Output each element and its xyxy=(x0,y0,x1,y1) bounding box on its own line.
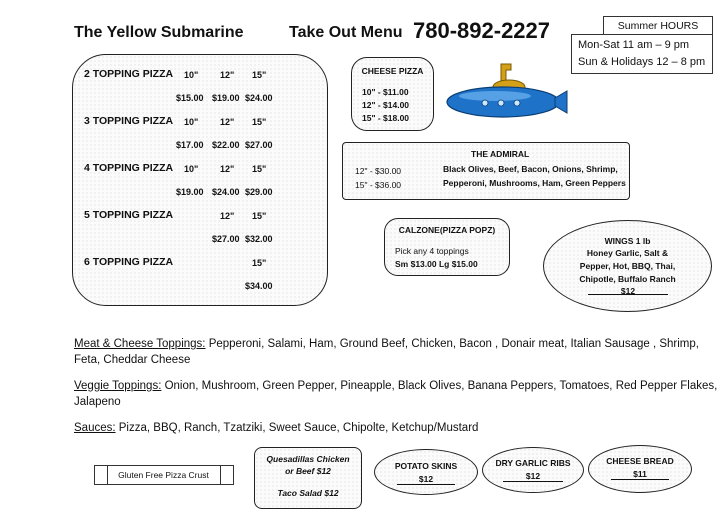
wings-flavours-3: Chipotle, Buffalo Ranch xyxy=(579,274,676,284)
size-15: 15" xyxy=(252,258,267,268)
wings-title: WINGS 1 lb xyxy=(604,236,651,246)
wings-flavours-1: Honey Garlic, Salt & xyxy=(586,248,669,258)
calzone-box xyxy=(384,218,510,276)
price-10: $19.00 xyxy=(176,187,204,197)
pizza-5-topping: 5 TOPPING PIZZA xyxy=(84,209,174,221)
gluten-free-label: Gluten Free Pizza Crust xyxy=(118,470,209,480)
admiral-desc-2: Pepperoni, Mushrooms, Ham, Green Peppers xyxy=(443,178,626,188)
size-15: 15" xyxy=(252,211,267,221)
cheese-pizza-box xyxy=(351,57,434,131)
wings-price: $12 xyxy=(620,286,636,296)
price-15: $27.00 xyxy=(245,140,273,150)
cheese-bread-price: $11 xyxy=(611,469,669,480)
potato-skins-oval xyxy=(374,449,478,495)
hours-box xyxy=(571,34,713,74)
garlic-ribs-oval xyxy=(482,447,584,493)
cheese-10: 10" - $11.00 xyxy=(362,87,409,97)
size-10: 10" xyxy=(184,164,199,174)
restaurant-name: The Yellow Submarine xyxy=(74,24,244,41)
cheese-12: 12" - $14.00 xyxy=(362,100,410,110)
calzone-title: CALZONE(PIZZA POPZ) xyxy=(398,225,496,235)
potato-skins-price: $12 xyxy=(397,474,455,485)
wings-flavours-2: Pepper, Hot, BBQ, Thai, xyxy=(579,261,676,271)
meat-toppings-list: Pepperoni, Salami, Ham, Ground Beef, Chicken, Bacon , Donair meat, Italian Sausage , Shrimp, xyxy=(208,338,699,350)
price-12: $19.00 xyxy=(212,93,240,103)
pizza-6-topping: 6 TOPPING PIZZA xyxy=(84,256,174,268)
quesadillas-line-1: Quesadillas Chicken xyxy=(266,454,350,464)
admiral-desc-1: Black Olives, Beef, Bacon, Onions, Shrimp, xyxy=(443,164,618,174)
menu-title: Take Out Menu xyxy=(289,24,403,41)
veggie-toppings-label: Veggie Toppings: xyxy=(74,380,162,392)
phone-number[interactable]: 780-892-2227 xyxy=(413,18,551,43)
size-15: 15" xyxy=(252,117,267,127)
taco-salad: Taco Salad $12 xyxy=(277,488,339,498)
meat-toppings-line-1 xyxy=(74,338,699,350)
price-15: $24.00 xyxy=(245,93,273,103)
pizza-4-topping: 4 TOPPING PIZZA xyxy=(84,162,174,174)
quesadillas-line-2: or Beef $12 xyxy=(285,466,331,476)
sauces-list: Pizza, BBQ, Ranch, Tzatziki, Sweet Sauce, Chipolte, Ketchup/Mustard xyxy=(118,422,479,434)
price-10: $15.00 xyxy=(176,93,204,103)
meat-toppings-label: Meat & Cheese Toppings: xyxy=(74,338,206,350)
price-15: $29.00 xyxy=(245,187,273,197)
hours-weekday: Mon-Sat 11 am – 9 pm xyxy=(578,39,690,51)
gluten-free-box xyxy=(94,465,234,485)
hours-weekend: Sun & Holidays 12 – 8 pm xyxy=(578,56,706,68)
cheese-pizza-title: CHEESE PIZZA xyxy=(361,66,424,76)
submarine-icon xyxy=(443,58,573,128)
sauces-label: Sauces: xyxy=(74,422,116,434)
admiral-title: THE ADMIRAL xyxy=(471,149,530,159)
pizza-price-box xyxy=(72,54,328,306)
hours-title: Summer HOURS xyxy=(603,16,713,36)
size-10: 10" xyxy=(184,70,199,80)
garlic-ribs-price: $12 xyxy=(503,471,563,482)
cheese-bread-title: CHEESE BREAD xyxy=(606,456,674,466)
price-12: $22.00 xyxy=(212,140,240,150)
potato-skins-title: POTATO SKINS xyxy=(394,461,458,471)
pizza-2-topping: 2 TOPPING PIZZA xyxy=(84,68,174,80)
size-15: 15" xyxy=(252,164,267,174)
size-12: 12" xyxy=(220,117,235,127)
admiral-box xyxy=(342,142,630,200)
veggie-toppings-list: Onion, Mushroom, Green Pepper, Pineapple, Black Olives, Banana Peppers, Tomatoes, Red Pepper Flakes, xyxy=(164,380,718,392)
sauces-line xyxy=(74,422,478,434)
wings-oval xyxy=(543,220,712,312)
price-10: $17.00 xyxy=(176,140,204,150)
price-12: $24.00 xyxy=(212,187,240,197)
cheese-15: 15" - $18.00 xyxy=(362,113,410,123)
veggie-toppings-line-1 xyxy=(74,380,717,392)
calzone-prices: Sm $13.00 Lg $15.00 xyxy=(395,259,478,269)
garlic-ribs-title: DRY GARLIC RIBS xyxy=(495,458,571,468)
gluten-free-divider-right xyxy=(220,466,221,484)
price-12: $27.00 xyxy=(212,234,240,244)
meat-toppings-line-2: Feta, Cheddar Cheese xyxy=(74,354,191,366)
quesadillas-box xyxy=(254,447,362,509)
calzone-toppings: Pick any 4 toppings xyxy=(395,246,469,256)
price-15: $34.00 xyxy=(245,281,273,291)
size-12: 12" xyxy=(220,211,235,221)
price-15: $32.00 xyxy=(245,234,273,244)
veggie-toppings-line-2: Jalapeno xyxy=(74,396,121,408)
size-12: 12" xyxy=(220,164,235,174)
size-10: 10" xyxy=(184,117,199,127)
size-15: 15" xyxy=(252,70,267,80)
pizza-3-topping: 3 TOPPING PIZZA xyxy=(84,115,174,127)
admiral-price-12: 12" - $30.00 xyxy=(355,166,402,176)
size-12: 12" xyxy=(220,70,235,80)
cheese-bread-oval xyxy=(588,445,692,493)
admiral-price-15: 15" - $36.00 xyxy=(355,180,402,190)
